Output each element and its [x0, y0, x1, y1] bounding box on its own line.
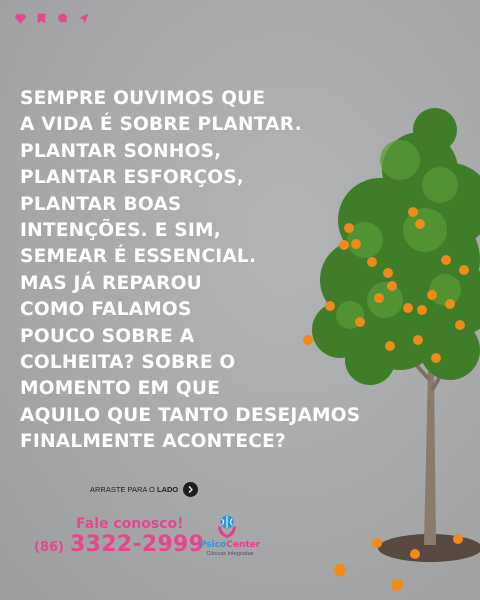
headline-line: SEMEAR É ESSENCIAL. [20, 246, 257, 268]
brain-hands-icon [216, 515, 238, 539]
headline-line: POUCO SOBRE A [20, 325, 195, 347]
headline-line: COMO FALAMOS [20, 299, 192, 321]
headline-line: FINALMENTE ACONTECE? [20, 431, 286, 453]
headline-line: PLANTAR SONHOS, [20, 140, 222, 162]
heart-icon[interactable] [14, 12, 27, 25]
headline-line: AQUILO QUE TANTO DESEJAMOS [20, 404, 361, 426]
send-icon[interactable] [77, 12, 90, 25]
orange-tree-illustration [250, 90, 480, 600]
bookmark-icon[interactable] [35, 12, 48, 25]
contact-label: Fale conosco! [76, 516, 184, 532]
headline-line: MAS JÁ REPAROU [20, 272, 202, 294]
headline-line: MOMENTO EM QUE [20, 378, 221, 400]
headline-line: PLANTAR BOAS [20, 193, 182, 215]
swipe-hint[interactable] [90, 482, 198, 497]
logo-subtitle: Clínicas Integradas [206, 551, 254, 557]
swipe-text: ARRASTE PARA O LADO [90, 485, 179, 494]
headline-line: A VIDA É SOBRE PLANTAR. [20, 114, 302, 136]
social-actions [14, 12, 90, 25]
headline-line: SEMPRE OUVIMOS QUE [20, 88, 266, 109]
chevron-right-icon[interactable] [183, 482, 198, 497]
comment-icon[interactable] [56, 12, 69, 25]
phone-digits: 3322-2999 [69, 532, 205, 557]
phone-number[interactable] [34, 532, 204, 557]
headline-line: INTENÇÕES. E SIM, [20, 220, 221, 242]
logo-name: PsicoCenter [199, 540, 261, 550]
headline-line: PLANTAR ESFORÇOS, [20, 167, 245, 189]
headline-line: COLHEITA? SOBRE O [20, 352, 236, 374]
area-code: (86) [34, 540, 64, 555]
